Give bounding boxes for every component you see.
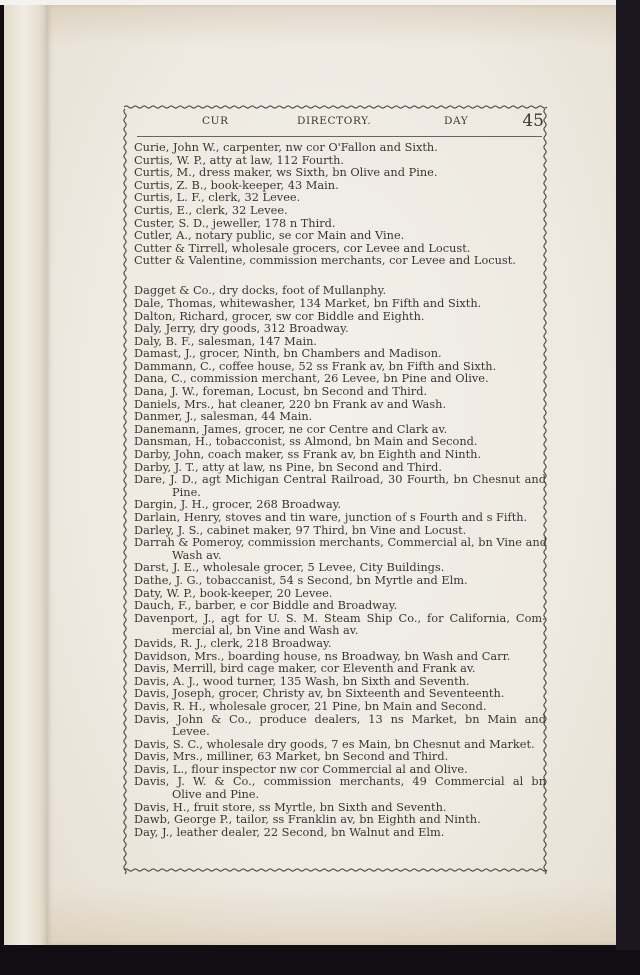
- header-title: DIRECTORY.: [297, 115, 372, 127]
- directory-entry: [134, 599, 546, 612]
- page-number: 45: [522, 111, 544, 131]
- entry-text: Darst, J. E., wholesale grocer, 5 Levee, City Buildings.: [134, 560, 445, 575]
- header-guide-word-right: DAY: [444, 115, 469, 127]
- entry-text: Davis, S. C., wholesale dry goods, 7 es Main, bn Chesnut and Market.: [134, 736, 535, 751]
- entry-text: Davis, J. W. & Co., commission merchants, 49 Commercial al bn: [134, 774, 546, 789]
- entry-text: Dare, J. D., agt Michigan Central Railroad, 30 Fourth, bn Chesnut and: [134, 472, 546, 487]
- entry-text: Dathe, J. G., tobaccanist, 54 s Second, bn Myrtle and Elm.: [134, 572, 468, 587]
- directory-entry: [134, 700, 546, 713]
- entry-text: Davis, Merrill, bird cage maker, cor Eleventh and Frank av.: [134, 661, 476, 676]
- directory-entry: [134, 826, 546, 839]
- entry-text: Dana, C., commission merchant, 26 Levee, bn Pine and Olive.: [134, 371, 489, 386]
- directory-entry: [134, 536, 546, 561]
- entry-text: Davis, L., flour inspector nw cor Commercial al and Olive.: [134, 761, 468, 776]
- directory-entry: [134, 713, 546, 738]
- entry-text: Daly, Jerry, dry goods, 312 Broadway.: [134, 321, 349, 336]
- directory-entry: [134, 254, 546, 267]
- entry-continuation: Wash av.: [172, 547, 222, 562]
- entry-text: Darrah & Pomeroy, commission merchants, Commercial al, bn Vine and: [134, 535, 547, 550]
- entry-text: Dargin, J. H., grocer, 268 Broadway.: [134, 497, 342, 512]
- entry-text: Dalton, Richard, grocer, sw cor Biddle and Eighth.: [134, 308, 425, 323]
- entry-text: Daty, W. P., book-keeper, 20 Levee.: [134, 585, 333, 600]
- entry-text: Curie, John W., carpenter, nw cor O'Fallon and Sixth.: [134, 140, 438, 154]
- entry-text: Cutter & Tirrell, wholesale grocers, cor Levee and Locust.: [134, 240, 471, 255]
- page-stain: [46, 885, 616, 945]
- entry-continuation: Olive and Pine.: [172, 787, 260, 802]
- entry-text: Davids, R. J., clerk, 218 Broadway.: [134, 635, 332, 650]
- entry-text: Dana, J. W., foreman, Locust, bn Second and Third.: [134, 384, 428, 399]
- entry-text: Daniels, Mrs., hat cleaner, 220 bn Frank av and Wash.: [134, 396, 447, 411]
- entry-text: Davis, R. H., wholesale grocer, 21 Pine, bn Main and Second.: [134, 698, 487, 713]
- entry-text: Davis, Joseph, grocer, Christy av, bn Sixteenth and Seventeenth.: [134, 686, 505, 701]
- border-bottom-wave: [124, 869, 547, 871]
- entry-text: Curtis, W. P., atty at law, 112 Fourth.: [134, 152, 344, 167]
- running-header: [131, 111, 546, 133]
- entry-text: Davidson, Mrs., boarding house, ns Broadway, bn Wash and Carr.: [134, 648, 511, 663]
- entry-text: Cutter & Valentine, commission merchants, cor Levee and Locust.: [134, 253, 516, 268]
- entry-text: Damast, J., grocer, Ninth, bn Chambers and Madison.: [134, 346, 442, 361]
- entry-text: Curtis, M., dress maker, ws Sixth, bn Olive and Pine.: [134, 165, 438, 180]
- entry-text: Curtis, L. F., clerk, 32 Levee.: [134, 190, 301, 205]
- header-guide-word-left: CUR: [202, 115, 229, 127]
- directory-entry: [134, 473, 546, 498]
- entry-text: Danmer, J., salesman, 44 Main.: [134, 409, 313, 424]
- entry-continuation: Levee.: [172, 724, 210, 739]
- entry-text: Curtis, Z. B., book-keeper, 43 Main.: [134, 177, 339, 192]
- entry-text: Darley, J. S., cabinet maker, 97 Third, bn Vine and Locust.: [134, 522, 467, 537]
- entry-text: Davis, A. J., wood turner, 135 Wash, bn Sixth and Seventh.: [134, 673, 470, 688]
- entry-text: Daly, B. F., salesman, 147 Main.: [134, 333, 318, 348]
- entry-text: Danemann, James, grocer, ne cor Centre and Clark av.: [134, 421, 448, 436]
- entry-text: Dale, Thomas, whitewasher, 134 Market, bn Fifth and Sixth.: [134, 295, 482, 310]
- entry-text: Davis, Mrs., milliner, 63 Market, bn Second and Third.: [134, 749, 449, 764]
- entry-text: Darlain, Henry, stoves and tin ware, junction of s Fourth and s Fifth.: [134, 510, 528, 525]
- entry-text: Dagget & Co., dry docks, foot of Mullanphy.: [134, 283, 387, 298]
- scan-background: [616, 0, 640, 950]
- entry-continuation: mercial al, bn Vine and Wash av.: [172, 623, 359, 638]
- entry-continuation: Pine.: [172, 484, 201, 499]
- directory-entries: [134, 141, 546, 838]
- section-gap: [134, 267, 546, 284]
- entry-text: Dauch, F., barber, e cor Biddle and Broadway.: [134, 598, 398, 613]
- entry-text: Dansman, H., tobacconist, ss Almond, bn Main and Second.: [134, 434, 478, 449]
- entry-text: Darby, John, coach maker, ss Frank av, bn Eighth and Ninth.: [134, 447, 482, 462]
- entry-text: Dammann, C., coffee house, 52 ss Frank av, bn Fifth and Sixth.: [134, 358, 497, 373]
- entry-text: Custer, S. D., jeweller, 178 n Third.: [134, 215, 336, 230]
- border-top-wave: [124, 106, 547, 108]
- page-fold-left: [4, 5, 48, 945]
- entry-text: Day, J., leather dealer, 22 Second, bn Walnut and Elm.: [134, 824, 445, 839]
- entry-text: Cutler, A., notary public, se cor Main and Vine.: [134, 228, 405, 243]
- entry-text: Davis, H., fruit store, ss Myrtle, bn Sixth and Seventh.: [134, 799, 447, 814]
- directory-entry: [134, 612, 546, 637]
- entry-text: Davis, John & Co., produce dealers, 13 ns Market, bn Main and: [134, 711, 546, 726]
- entry-text: Curtis, E., clerk, 32 Levee.: [134, 202, 288, 217]
- entry-text: Dawb, George P., tailor, ss Franklin av, bn Eighth and Ninth.: [134, 812, 481, 827]
- page-stain: [46, 5, 616, 45]
- entry-text: Darby, J. T., atty at law, ns Pine, bn Second and Third.: [134, 459, 443, 474]
- directory-entry: [134, 775, 546, 800]
- entry-text: Davenport, J., agt for U. S. M. Steam Ship Co., for California, Com-: [134, 610, 546, 625]
- header-rule: [137, 136, 542, 137]
- border-left-wave: [124, 109, 126, 874]
